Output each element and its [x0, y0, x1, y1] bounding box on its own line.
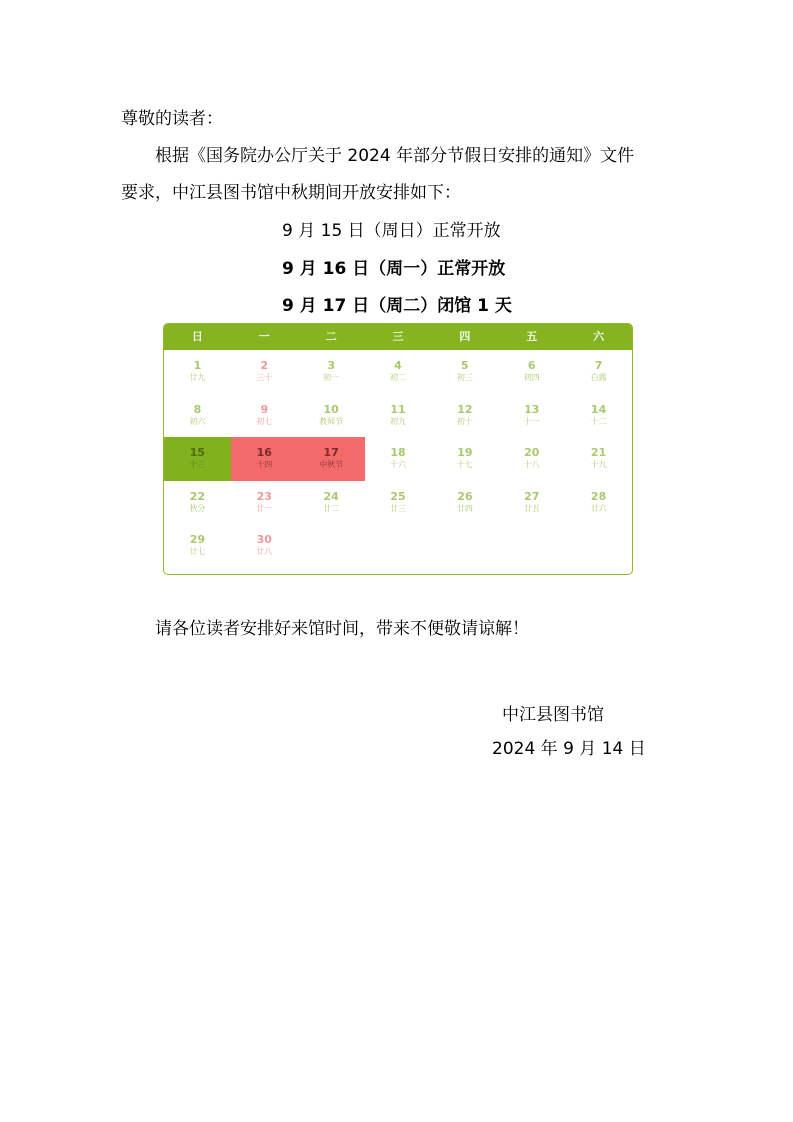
weekday-mon: 一 — [258, 330, 270, 343]
calendar-day-number: 2 — [260, 359, 269, 372]
calendar-lunar-label: 教师节 — [319, 416, 344, 426]
calendar-day-number: 24 — [323, 489, 339, 503]
calendar-day-number: 9 — [260, 402, 269, 416]
signature-organization: 中江县图书馆 — [502, 705, 604, 725]
calendar-lunar-label: 廿九 — [189, 373, 206, 382]
calendar-day-number: 12 — [457, 402, 473, 416]
calendar-lunar-label: 三十 — [256, 373, 273, 382]
calendar-day-27[interactable] — [498, 481, 565, 525]
schedule-item-sep-17: 9 月 17 日（周二）闭馆 1 天 — [282, 296, 512, 316]
calendar-day-5[interactable] — [431, 350, 498, 394]
calendar-day-number: 16 — [256, 446, 272, 459]
calendar-day-29[interactable] — [164, 524, 231, 568]
calendar-day-15[interactable] — [164, 437, 231, 481]
notice-paragraph-line-2: 要求，中江县图书馆中秋期间开放安排如下： — [121, 183, 461, 203]
signature-date: 2024 年 9 月 14 日 — [492, 739, 646, 759]
calendar-day-9[interactable] — [231, 394, 298, 438]
calendar-day-11[interactable] — [365, 394, 432, 438]
calendar-day-number: 27 — [524, 489, 540, 503]
calendar-lunar-label: 初四 — [523, 373, 540, 382]
calendar-lunar-label: 十一 — [523, 416, 540, 426]
weekday-sun: 日 — [191, 330, 203, 343]
calendar-lunar-label: 十六 — [390, 460, 406, 469]
calendar-day-22[interactable] — [164, 481, 231, 525]
calendar-day-number: 26 — [457, 489, 473, 503]
calendar-week-row — [164, 350, 632, 394]
calendar-lunar-label: 白露 — [590, 373, 607, 382]
calendar-lunar-label: 十三 — [189, 460, 206, 469]
calendar-day-number: 8 — [193, 402, 202, 416]
calendar-day-23[interactable] — [231, 481, 298, 525]
calendar-lunar-label: 初十 — [456, 416, 473, 426]
calendar-lunar-label: 初六 — [189, 416, 206, 426]
calendar-lunar-label: 十四 — [256, 460, 273, 469]
calendar-lunar-label: 廿五 — [523, 503, 540, 513]
calendar-lunar-label: 初二 — [390, 373, 406, 382]
calendar-day-number: 15 — [189, 446, 206, 459]
calendar-day-number: 11 — [390, 402, 406, 416]
calendar-day-number: 5 — [461, 359, 469, 372]
calendar-day-number: 18 — [390, 446, 406, 459]
calendar-lunar-label: 廿八 — [256, 547, 273, 556]
calendar-day-number: 20 — [524, 446, 540, 459]
notice-paragraph-line-1: 根据《国务院办公厅关于 2024 年部分节假日安排的通知》文件 — [155, 146, 635, 166]
calendar-lunar-label: 十九 — [590, 460, 607, 469]
calendar-week-row — [164, 481, 632, 525]
calendar-day-18[interactable] — [365, 437, 432, 481]
calendar-day-number: 19 — [457, 446, 473, 459]
calendar-day-number: 17 — [323, 446, 339, 459]
calendar-lunar-label: 廿七 — [189, 547, 206, 556]
calendar-day-number: 4 — [394, 359, 402, 372]
weekday-wed: 三 — [392, 330, 404, 343]
calendar-day-number: 28 — [590, 489, 607, 503]
calendar-lunar-label: 十八 — [523, 460, 540, 469]
calendar-day-28[interactable] — [565, 481, 632, 525]
weekday-sat: 六 — [593, 330, 605, 343]
calendar-day-number: 25 — [390, 489, 406, 503]
calendar-empty-cell — [431, 524, 498, 568]
weekday-thu: 四 — [459, 330, 471, 343]
calendar-day-number: 30 — [256, 533, 272, 546]
calendar-day-10[interactable] — [298, 394, 365, 438]
calendar-day-24[interactable] — [298, 481, 365, 525]
calendar-empty-cell — [498, 524, 565, 568]
calendar-lunar-label: 廿四 — [456, 503, 473, 513]
calendar-day-number: 14 — [590, 402, 607, 416]
calendar-day-number: 29 — [189, 533, 206, 546]
calendar-week-row — [164, 524, 632, 568]
calendar-lunar-label: 十二 — [590, 416, 607, 426]
calendar-empty-cell — [565, 524, 632, 568]
calendar-day-number: 23 — [256, 489, 272, 503]
calendar-day-17[interactable] — [298, 437, 365, 481]
calendar-lunar-label: 廿一 — [256, 503, 273, 513]
calendar-day-number: 22 — [189, 489, 206, 503]
calendar-lunar-label: 廿六 — [590, 503, 607, 513]
calendar-day-25[interactable] — [365, 481, 432, 525]
calendar-day-number: 1 — [193, 359, 202, 372]
calendar-day-number: 6 — [527, 359, 536, 372]
calendar-day-14[interactable] — [565, 394, 632, 438]
calendar-empty-cell — [298, 524, 365, 568]
calendar-day-number: 7 — [594, 359, 603, 372]
calendar-day-2[interactable] — [231, 350, 298, 394]
calendar-lunar-label: 初七 — [256, 416, 273, 426]
calendar — [163, 323, 633, 575]
calendar-lunar-label: 廿二 — [323, 503, 340, 513]
calendar-day-30[interactable] — [231, 524, 298, 568]
weekday-fri: 五 — [526, 330, 538, 343]
schedule-item-sep-15: 9 月 15 日（周日）正常开放 — [282, 221, 501, 241]
calendar-lunar-label: 初三 — [456, 373, 473, 382]
calendar-day-number: 3 — [327, 359, 335, 372]
calendar-lunar-label: 廿三 — [390, 503, 406, 513]
schedule-item-sep-16: 9 月 16 日（周一）正常开放 — [282, 259, 506, 279]
calendar-empty-cell — [365, 524, 432, 568]
calendar-day-8[interactable] — [164, 394, 231, 438]
calendar-day-7[interactable] — [565, 350, 632, 394]
calendar-lunar-label: 秋分 — [189, 503, 206, 513]
calendar-day-12[interactable] — [431, 394, 498, 438]
calendar-day-6[interactable] — [498, 350, 565, 394]
calendar-day-13[interactable] — [498, 394, 565, 438]
calendar-day-26[interactable] — [431, 481, 498, 525]
calendar-weekday-header — [164, 324, 632, 350]
calendar-lunar-label: 中秋节 — [319, 460, 344, 469]
calendar-day-4[interactable] — [365, 350, 432, 394]
calendar-day-20[interactable] — [498, 437, 565, 481]
calendar-day-number: 10 — [323, 402, 339, 416]
calendar-day-21[interactable] — [565, 437, 632, 481]
calendar-week-row — [164, 437, 632, 481]
calendar-week-row — [164, 394, 632, 438]
calendar-day-number: 21 — [590, 446, 607, 459]
weekday-tue: 二 — [325, 330, 337, 343]
calendar-grid — [164, 350, 632, 568]
calendar-day-3[interactable] — [298, 350, 365, 394]
greeting: 尊敬的读者： — [121, 109, 223, 129]
calendar-lunar-label: 初九 — [390, 416, 406, 426]
calendar-lunar-label: 初一 — [323, 373, 340, 382]
calendar-day-16[interactable] — [231, 437, 298, 481]
calendar-day-number: 13 — [524, 402, 540, 416]
calendar-day-1[interactable] — [164, 350, 231, 394]
calendar-day-19[interactable] — [431, 437, 498, 481]
closing-line: 请各位读者安排好来馆时间，带来不便敬请谅解！ — [155, 619, 529, 639]
calendar-lunar-label: 十七 — [456, 460, 473, 469]
